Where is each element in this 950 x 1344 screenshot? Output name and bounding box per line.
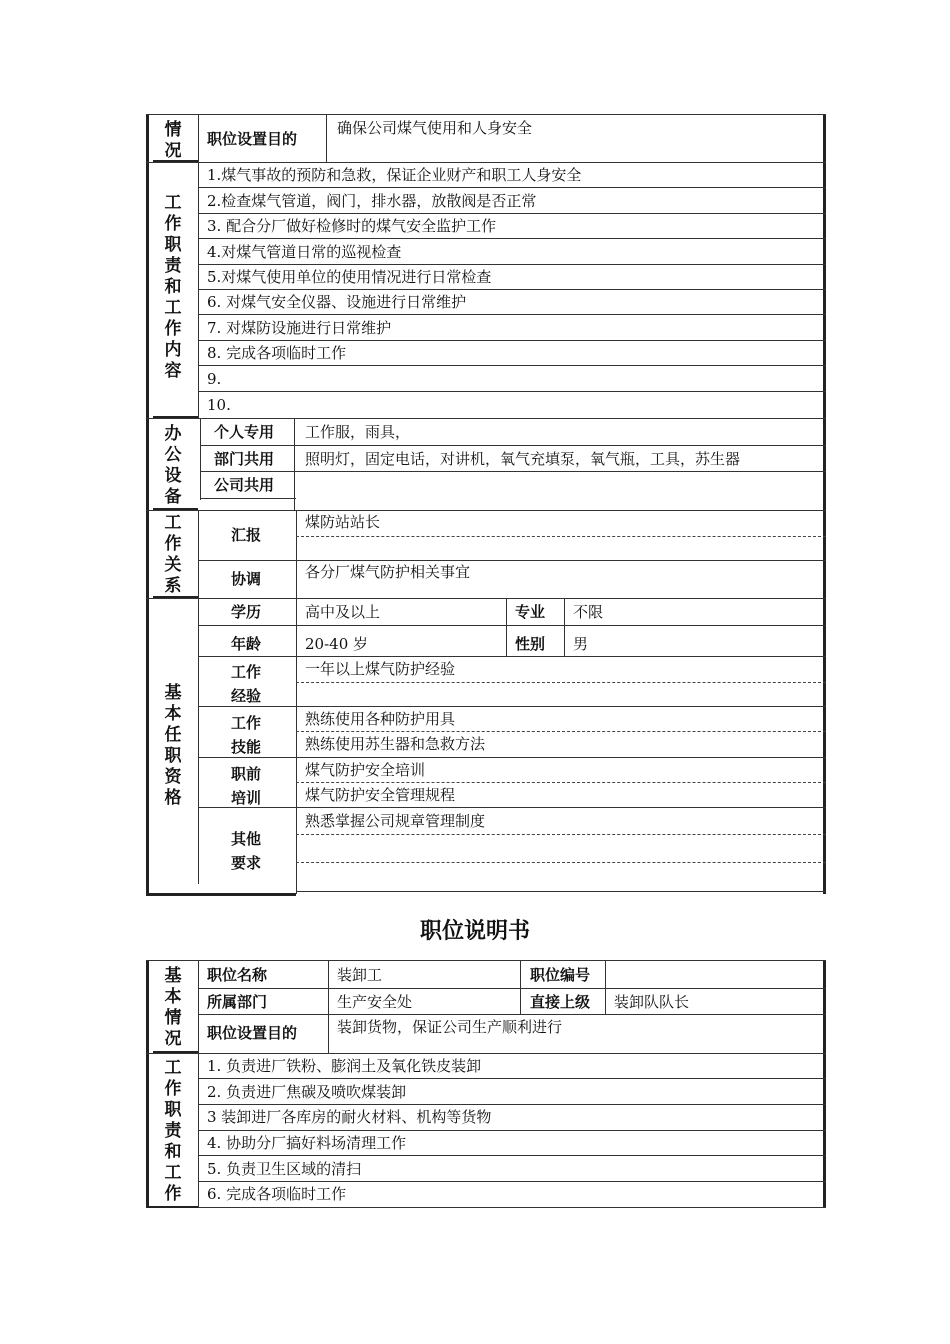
section-situation: 情 况 [164, 120, 182, 161]
duty-item: 6. 对煤气安全仪器、设施进行日常维护 [207, 293, 467, 311]
other-label: 其他要求 [231, 830, 262, 872]
edu-value: 高中及以上 [305, 603, 381, 621]
other-value: 熟悉掌握公司规章管理制度 [305, 812, 486, 830]
major-value: 不限 [573, 603, 604, 621]
age-value: 20-40 岁 [305, 635, 369, 653]
equip-label: 个人专用 [214, 423, 275, 441]
department-value: 生产安全处 [337, 993, 413, 1011]
experience-label: 工作经验 [231, 663, 262, 705]
section-qualifications: 基 本 任 职 资 格 [164, 683, 182, 808]
duty-item-2: 2. 负责进厂焦碳及喷吹煤装卸 [207, 1083, 407, 1101]
gender-value: 男 [573, 635, 589, 653]
supervisor-label: 直接上级 [530, 993, 591, 1011]
training-label: 职前培训 [231, 765, 262, 807]
major-label: 专业 [515, 603, 546, 621]
duty-item-2: 1. 负责进厂铁粉、膨润土及氧化铁皮装卸 [207, 1057, 482, 1075]
equip-label: 部门共用 [214, 450, 275, 468]
duty-item: 9. [207, 370, 222, 388]
training-value: 煤气防护安全管理规程 [305, 786, 456, 804]
purpose-label: 职位设置目的 [207, 130, 298, 148]
duty-item: 7. 对煤防设施进行日常维护 [207, 319, 392, 337]
department-label: 所属部门 [207, 993, 268, 1011]
duty-item: 1.煤气事故的预防和急救，保证企业财产和职工人身安全 [207, 166, 582, 184]
duty-item: 4.对煤气管道日常的巡视检查 [207, 243, 402, 261]
duty-item-2: 3 装卸进厂各库房的耐火材料、机构等货物 [207, 1108, 492, 1126]
coord-label: 协调 [231, 570, 262, 588]
gender-label: 性别 [515, 635, 546, 653]
section-duties: 工 作 职 责 和 工 作 内 容 [164, 193, 182, 381]
duty-item: 3. 配合分厂做好检修时的煤气安全监护工作 [207, 217, 497, 235]
age-label: 年龄 [231, 635, 262, 653]
section-duties-2: 工 作 职 责 和 工 作 [164, 1058, 182, 1204]
training-value: 煤气防护安全培训 [305, 761, 426, 779]
skill-value: 熟练使用苏生器和急救方法 [305, 735, 486, 753]
skill-value: 熟练使用各种防护用具 [305, 710, 456, 728]
report-value: 煤防站站长 [305, 513, 381, 531]
skill-label: 工作技能 [231, 714, 262, 756]
coord-value: 各分厂煤气防护相关事宜 [305, 563, 471, 581]
position-name-label: 职位名称 [207, 966, 268, 984]
duty-item: 5.对煤气使用单位的使用情况进行日常检查 [207, 268, 492, 286]
duty-item: 8. 完成各项临时工作 [207, 344, 347, 362]
duty-item: 2.检查煤气管道，阀门，排水器，放散阀是否正常 [207, 192, 537, 210]
equip-value: 工作服，雨具， [305, 423, 411, 441]
purpose-label-2: 职位设置目的 [207, 1024, 298, 1042]
duty-item-2: 6. 完成各项临时工作 [207, 1185, 347, 1203]
equip-value: 照明灯，固定电话，对讲机，氧气充填泵，氧气瓶，工具，苏生器 [305, 450, 741, 468]
position-code-label: 职位编号 [530, 966, 591, 984]
duty-item-2: 5. 负责卫生区域的清扫 [207, 1160, 362, 1178]
edu-label: 学历 [231, 603, 262, 621]
equip-label: 公司共用 [214, 476, 275, 494]
supervisor-value: 装卸队队长 [614, 993, 690, 1011]
section-relations: 工 作 关 系 [164, 513, 182, 596]
purpose-value: 确保公司煤气使用和人身安全 [337, 119, 533, 137]
report-label: 汇报 [231, 526, 262, 544]
section-basic: 基 本 情 况 [164, 966, 182, 1049]
duty-item: 10. [207, 396, 231, 414]
section-equipment: 办 公 设 备 [164, 424, 182, 507]
purpose-value-2: 装卸货物，保证公司生产顺利进行 [337, 1018, 563, 1036]
experience-value: 一年以上煤气防护经验 [305, 660, 456, 678]
document-title: 职位说明书 [419, 919, 530, 944]
duty-item-2: 4. 协助分厂搞好料场清理工作 [207, 1134, 407, 1152]
position-name-value: 装卸工 [337, 966, 383, 984]
